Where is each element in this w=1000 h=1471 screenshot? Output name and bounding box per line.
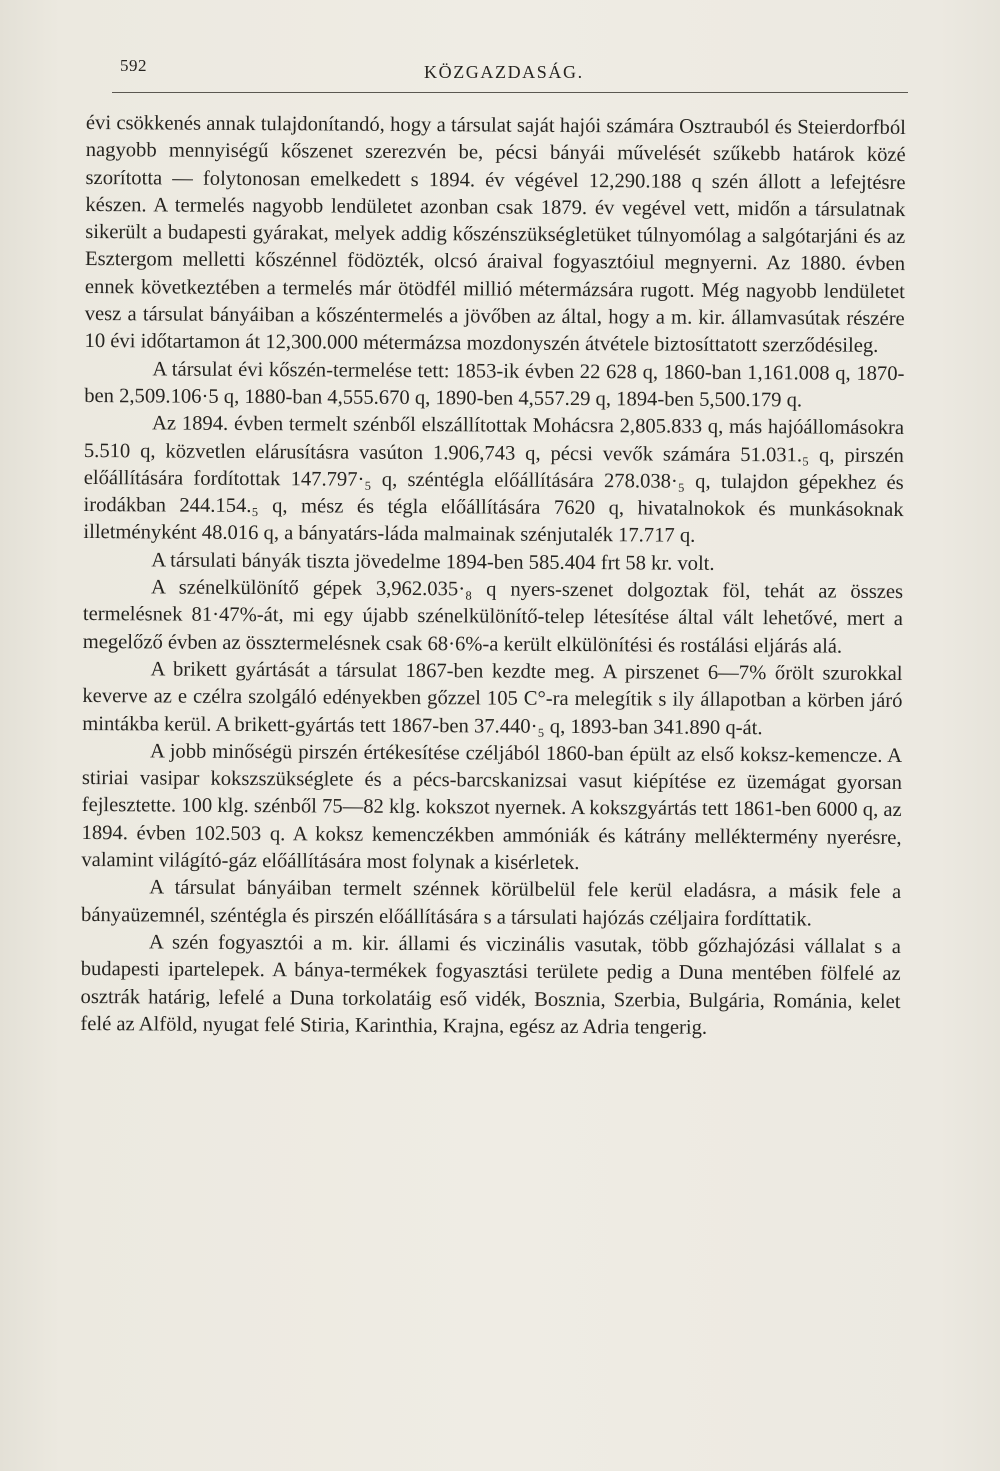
paragraph-sales-split: A társulat bányáiban termelt szénnek körülbelül fele kerül eladásra, a másik fele a bányaüzemnél, széntégla és pirszén előállítására s a társulati hajózás czéljaira fordíttatik. bbox=[81, 876, 902, 931]
body-text bbox=[80, 110, 906, 1043]
paragraph-coal-production-history: évi csökkenés annak tulajdonítandó, hogy a társulat saját hajói számára Osztrauból és Steierdorfból nagyobb mennyiségű kőszenet szerezvén be, pécsi bányái művelését szűkebb határok közé szorította — folytonosan emelkedett s 1894. év végével 12,290.188 q szén állott a lefejtésre készen. A termelés nagyobb lendületet azonban csak 1879. év vegével vett, midőn a társulatnak sikerült a budapesti gyárakat, melyek addig kőszénszükségletüket túlnyomólag a salgótarjáni és az Esztergom melletti kőszénnel födözték, olcsó áraival fogyasztóiul megnyerni. Az 1880. évben ennek következtében a termelés már ötödfél millió métermázsára rugott. Még nagyobb lendületet vesz a társulat bányáiban a kőszéntermelés a jövőben az által, hogy a m. kir. államvasútak részére 10 évi időtartamon át 12,300.000 métermázsa mozdonyszén átvétele biztosíttatott szerződésileg. bbox=[84, 111, 906, 358]
running-title: KÖZGAZDASÁG. bbox=[424, 62, 584, 82]
page-number: 592 bbox=[120, 56, 147, 75]
paragraph-annual-output: A társulat évi kőszén-termelése tett: 1853-ik évben 22 628 q, 1860-ban 1,161.008 q, 1870-ben 2,509.106·5 q, 1880-ban 4,555.670 q, 1890-ben 4,557.29 q, 1894-ben 5,500.179 q. bbox=[84, 358, 905, 412]
paragraph-coal-separation: A szénelkülönítő gépek 3,962.035·₈ q nyers-szenet dolgoztak föl, tehát az összes termelésnek 81·47%-át, mi egy újabb szénelkülönítő-telep létesítése által vált lehetővé, mert a megelőző évben az össztermelésnek csak 68·6%-a került elkülönítési és rostálási eljárás alá. bbox=[82, 576, 904, 658]
header-rule bbox=[112, 92, 908, 93]
paragraph-consumers: A szén fogyasztói a m. kir. állami és viczinális vasutak, több gőzhajózási vállalat s a budapesti ipartelepek. A bánya-termékek fogyasztási területe pedig a Duna mentében fölfelé az osztrák határig, lefelé a Duna torkolatáig eső vidék, Bosznia, Szerbia, Bulgária, Románia, kelet felé az Alföld, nyugat felé Stiria, Karinthia, Krajna, egész az Adria tengerig. bbox=[80, 931, 901, 1039]
paragraph-1894-distribution: Az 1894. évben termelt szénből elszállítottak Mohácsra 2,805.833 q, más hajóállomásokra 5.510 q, közvetlen elárusításra vasúton 1.906,743 q, pécsi vevők számára 51.031.₅ q, pirszén előállítására fordítottak 147.797·₅ q, széntégla előállítására 278.038·₅ q, tulajdon gépekhez és irodákban 244.154.₅ q, mész és tégla előállítására 7620 q, hivatalnokok és munkásoknak illetményként 48.016 q, a bányatárs-láda malmainak szénjutalék 17.717 q. bbox=[83, 412, 905, 548]
paragraph-coke: A jobb minőségü pirszén értékesítése czéljából 1860-ban épült az első koksz-kemencze. A stiriai vasipar kokszszükséglete és a pécs-barcskanizsai vasut kiépítése ez üzemágat gyorsan fejlesztette. 100 klg. szénből 75—82 klg. kokszot nyernek. A kokszgyártás tett 1861-ben 6000 q, az 1894. évben 102.503 q. A koksz kemenczékben ammóniák és kátrány melléktermény nyerésre, valamint világító-gáz előállítására most folynak a kisérletek. bbox=[81, 740, 903, 875]
paragraph-net-income: A társulati bányák tiszta jövedelme 1894-ben 585.404 frt 58 kr. volt. bbox=[151, 549, 715, 575]
page-header bbox=[112, 56, 908, 96]
paragraph-briquette: A brikett gyártását a társulat 1867-ben kezdte meg. A pirszenet 6—7% őrölt szurokkal keverve az e czélra szolgáló edényekben gőzzel 105 C°-ra melegítik s ily állapotban a körben járó mintákba kerül. A brikett-gyártás tett 1867-ben 37.440·₅ q, 1893-ban 341.890 q-át. bbox=[82, 658, 903, 739]
